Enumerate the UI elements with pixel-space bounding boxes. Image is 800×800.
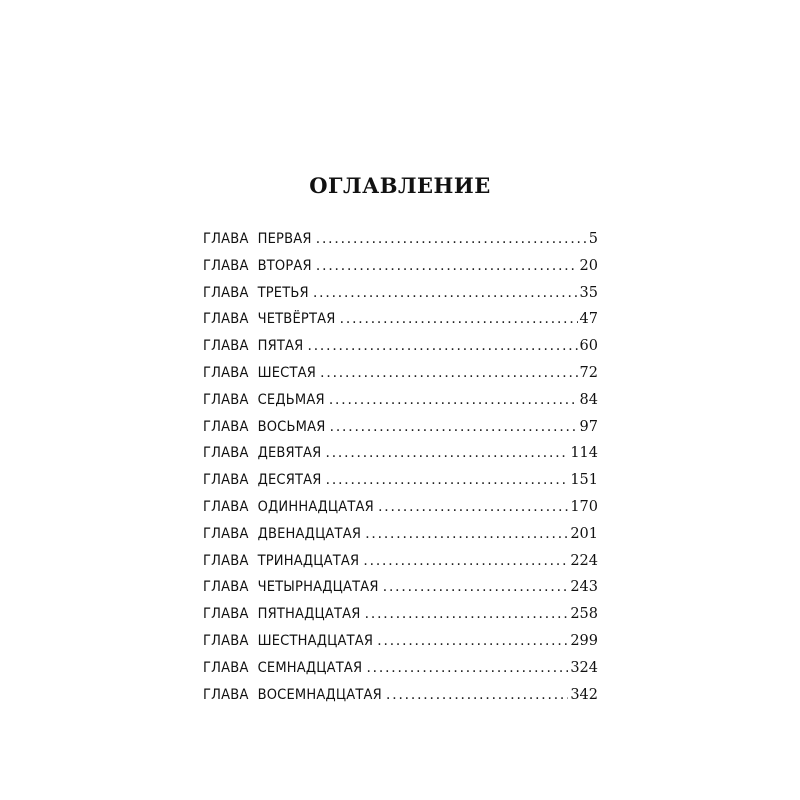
toc-entry xyxy=(203,392,598,419)
toc-entry xyxy=(203,285,598,312)
toc-entry-label xyxy=(203,687,382,703)
chapter-word: ГЛАВА xyxy=(203,579,249,596)
page-number: 342 xyxy=(570,686,598,703)
chapter-name: ТРЕТЬЯ xyxy=(257,284,309,301)
page-number: 20 xyxy=(579,257,598,274)
toc-entry xyxy=(203,660,598,687)
chapter-word: ГЛАВА xyxy=(203,472,249,489)
chapter-name: ПЯТНАДЦАТАЯ xyxy=(257,606,361,623)
chapter-name: ШЕСТАЯ xyxy=(257,364,317,381)
chapter-name: ДВЕНАДЦАТАЯ xyxy=(257,525,362,542)
chapter-word: ГЛАВА xyxy=(203,632,249,649)
chapter-word: ГЛАВА xyxy=(203,659,249,676)
page-number: 324 xyxy=(570,659,598,676)
dot-leader xyxy=(383,579,569,595)
chapter-word: ГЛАВА xyxy=(203,311,249,328)
chapter-word: ГЛАВА xyxy=(203,445,249,462)
toc-entry xyxy=(203,499,598,526)
chapter-word: ГЛАВА xyxy=(203,418,249,435)
page-number: 35 xyxy=(579,284,598,301)
chapter-name: ТРИНАДЦАТАЯ xyxy=(257,552,360,569)
chapter-word: ГЛАВА xyxy=(203,338,249,355)
page-number: 114 xyxy=(570,445,598,462)
toc-entry xyxy=(203,445,598,472)
toc-heading: ОГЛАВЛЕНИЕ xyxy=(309,173,491,198)
chapter-word: ГЛАВА xyxy=(203,525,249,542)
chapter-word: ГЛАВА xyxy=(203,231,249,247)
page-number: 5 xyxy=(588,231,598,247)
chapter-name: ВОСЬМАЯ xyxy=(257,418,326,435)
chapter-name: ВТОРАЯ xyxy=(257,257,312,274)
toc-entry-label xyxy=(203,579,379,595)
dot-leader xyxy=(378,499,568,515)
dot-leader xyxy=(365,526,568,542)
toc-entry xyxy=(203,633,598,660)
dot-leader xyxy=(320,365,578,381)
chapter-word: ГЛАВА xyxy=(203,364,249,381)
dot-leader xyxy=(340,311,578,327)
toc-entry-label xyxy=(203,285,309,301)
dot-leader xyxy=(329,419,577,435)
page-number: 97 xyxy=(579,418,598,435)
dot-leader xyxy=(329,392,578,408)
toc-entry xyxy=(203,553,598,580)
chapter-word: ГЛАВА xyxy=(203,391,249,408)
chapter-word: ГЛАВА xyxy=(203,606,249,623)
page-number: 201 xyxy=(570,525,598,542)
dot-leader xyxy=(366,660,568,676)
toc-entry-label xyxy=(203,472,322,488)
toc-entry-label xyxy=(203,258,312,274)
dot-leader xyxy=(363,553,568,569)
toc-entry xyxy=(203,258,598,285)
toc-entry xyxy=(203,526,598,553)
dot-leader xyxy=(307,338,577,354)
toc-entry-label xyxy=(203,392,325,408)
toc-entry-label xyxy=(203,499,374,515)
toc-entry-label xyxy=(203,633,373,649)
toc-entry xyxy=(203,311,598,338)
toc-entry-label xyxy=(203,606,361,622)
page-number: 47 xyxy=(579,311,598,328)
chapter-name: ДЕВЯТАЯ xyxy=(257,445,322,462)
page-number: 224 xyxy=(570,552,598,569)
dot-leader xyxy=(313,285,578,301)
chapter-word: ГЛАВА xyxy=(203,257,249,274)
page-number: 151 xyxy=(570,472,598,489)
toc-entry xyxy=(203,365,598,392)
page-number: 299 xyxy=(570,632,598,649)
page-number: 243 xyxy=(570,579,598,596)
page-number: 84 xyxy=(579,391,598,408)
chapter-name: СЕМНАДЦАТАЯ xyxy=(257,659,363,676)
chapter-name: ОДИННАДЦАТАЯ xyxy=(257,498,374,515)
dot-leader xyxy=(325,445,568,461)
dot-leader xyxy=(326,472,569,488)
toc-entry-label xyxy=(203,365,316,381)
toc-entry xyxy=(203,579,598,606)
toc-entry-label xyxy=(203,553,359,569)
chapter-name: ПЯТАЯ xyxy=(257,338,304,355)
chapter-name: ПЕРВАЯ xyxy=(257,231,312,247)
toc-entry-label xyxy=(203,660,362,676)
toc-entry xyxy=(203,419,598,446)
page-number: 170 xyxy=(570,498,598,515)
chapter-name: ВОСЕМНАДЦАТАЯ xyxy=(257,686,382,703)
chapter-word: ГЛАВА xyxy=(203,284,249,301)
chapter-word: ГЛАВА xyxy=(203,498,249,515)
toc-entry-label xyxy=(203,338,303,354)
dot-leader xyxy=(386,687,568,703)
toc-entry-label xyxy=(203,311,336,327)
toc-entry-label xyxy=(203,419,325,435)
dot-leader xyxy=(365,606,569,622)
dot-leader xyxy=(316,258,578,274)
chapter-name: СЕДЬМАЯ xyxy=(257,391,325,408)
toc-entry-label xyxy=(203,231,312,247)
dot-leader xyxy=(316,231,587,247)
chapter-word: ГЛАВА xyxy=(203,552,249,569)
chapter-name: ЧЕТВЁРТАЯ xyxy=(257,311,336,328)
toc-entry xyxy=(203,606,598,633)
toc-entry-label xyxy=(203,445,321,461)
page-number: 258 xyxy=(570,606,598,623)
toc-entry xyxy=(203,231,598,258)
toc-entry xyxy=(203,472,598,499)
toc-entry xyxy=(203,338,598,365)
chapter-name: ШЕСТНАДЦАТАЯ xyxy=(257,632,374,649)
chapter-name: ЧЕТЫРНАДЦАТАЯ xyxy=(257,579,379,596)
chapter-word: ГЛАВА xyxy=(203,686,249,703)
chapter-name: ДЕСЯТАЯ xyxy=(257,472,322,489)
page-number: 72 xyxy=(579,364,598,381)
table-of-contents xyxy=(203,231,598,713)
toc-entry xyxy=(203,687,598,714)
page-number: 60 xyxy=(579,338,598,355)
toc-entry-label xyxy=(203,526,361,542)
dot-leader xyxy=(377,633,568,649)
